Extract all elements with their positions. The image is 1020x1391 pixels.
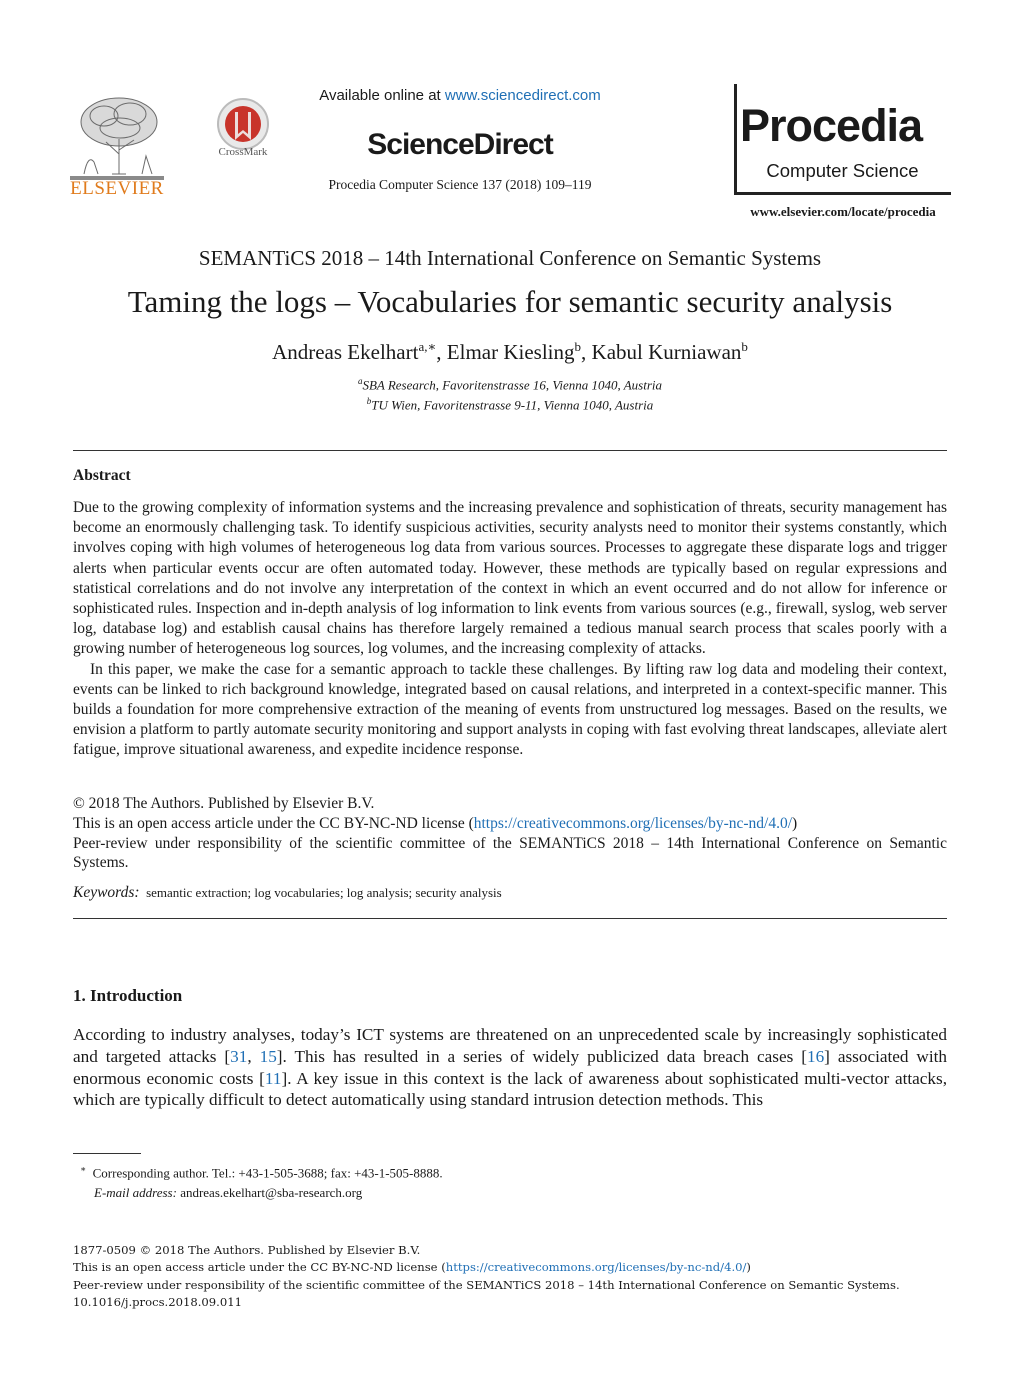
email-label: E-mail address:	[94, 1184, 177, 1200]
introduction-paragraph	[73, 1024, 947, 1111]
abstract-paragraph: In this paper, we make the case for a semantic approach to tackle these challenges. By lifting raw log data and modeling their context, events can be linked to rich background knowledge, integrated based on causal relations, and interpreted in a context-specific manner. This builds a foundation for more comprehensive extraction of the meaning of events from unstructured log messages. Based on the results, we envision a platform to partly automate security monitoring and support analysts in coping with fast evolving threat landscapes, alleviate alert fatigue, improve situational awareness, and expedite incidence response.	[73, 660, 947, 759]
peer-review-line: Peer-review under responsibility of the scientific committee of the SEMANTiCS 2018 – 14th International Conference on Semantic Systems.	[73, 834, 947, 872]
citation-link[interactable]: 31	[230, 1046, 248, 1066]
journal-reference: Procedia Computer Science 137 (2018) 109–119	[328, 177, 592, 192]
intro-text: ] associated with enormous economic costs [	[73, 1046, 947, 1088]
author-name: Kabul Kurniawan	[591, 340, 742, 364]
footer-license-prefix: This is an open access article under the CC BY-NC-ND license (	[73, 1260, 446, 1275]
procedia-logo-title: Procedia	[740, 100, 923, 151]
affiliation-text: TU Wien, Favoritenstrasse 9-11, Vienna 1040, Austria	[371, 397, 654, 413]
author-affiliation-mark: b	[741, 339, 748, 354]
footer-issn: 1877-0509 © 2018 The Authors. Published by Elsevier B.V.	[73, 1243, 421, 1257]
author-affiliation-mark: b	[574, 339, 582, 354]
license-prefix: This is an open access article under the CC BY-NC-ND license (	[73, 814, 474, 832]
conference-name: SEMANTiCS 2018 – 14th International Conference on Semantic Systems	[198, 246, 822, 270]
author-list	[0, 339, 1020, 365]
abstract-heading: Abstract	[73, 467, 131, 484]
abstract-paragraph: Due to the growing complexity of information systems and the increasing prevalence and sophistication of threats, security management has become an enormously challenging task. To identify suspicious activities, security analysts need to monitor their systems constantly, which involves coping with high volumes of heterogeneous log data from various sources. Processes to aggregate these disparate logs and trigger alerts when particular events occur are often automated today. However, these methods are typically based on regular expressions and statistical correlations and do not involve any interpretation of the context in which an event occurred and do not allow for inference or sophisticated rules. Inspection and in-depth analysis of log information to link events from various sources (e.g., firewall, syslog, web server log, database log) and establish causal chains has therefore largely remained a tedious manual search process that scales poorly with a growing number of heterogeneous log sources, log volumes, and the increasing complexity of attacks.	[73, 499, 947, 658]
footer-license-link[interactable]: https://creativecommons.org/licenses/by-nc-nd/4.0/	[445, 1260, 747, 1275]
keywords-label: Keywords:	[73, 884, 140, 901]
email-address[interactable]: andreas.ekelhart@sba-research.org	[180, 1184, 363, 1200]
intro-text: ]. This has resulted in a series of widely publicized data breach cases [	[276, 1046, 807, 1066]
intro-text: According to industry analyses, today’s ICT systems are threatened on an unprecedented scale by increasingly sophisticated and targeted attacks [	[73, 1025, 947, 1066]
elsevier-wordmark: ELSEVIER	[70, 178, 164, 199]
procedia-url[interactable]: www.elsevier.com/locate/procedia	[750, 204, 936, 219]
abstract-body	[73, 498, 947, 761]
copyright-line: © 2018 The Authors. Published by Elsevier B.V.	[73, 795, 375, 812]
paper-title: Taming the logs – Vocabularies for semantic security analysis	[127, 284, 893, 319]
author-separator: ,	[436, 340, 447, 364]
footer-license	[73, 1259, 963, 1276]
citation-link[interactable]: 16	[806, 1046, 825, 1066]
page-footer	[73, 1242, 963, 1311]
sciencedirect-logo: ScienceDirect	[367, 128, 553, 161]
crossmark-label: CrossMark	[218, 146, 268, 158]
available-online	[290, 87, 630, 104]
affiliation-b	[0, 396, 1020, 413]
footnote-mark: ∗	[80, 1164, 87, 1174]
corresponding-text: Corresponding author. Tel.: +43-1-505-3688; fax: +43-1-505-8888.	[92, 1165, 443, 1181]
author-affiliation-mark: a,∗	[418, 339, 437, 354]
footer-license-suffix: )	[746, 1260, 751, 1275]
author-name: Andreas Ekelhart	[272, 340, 419, 364]
intro-text: ,	[247, 1046, 260, 1066]
footnote	[80, 1160, 940, 1202]
affiliation-a	[0, 376, 1020, 393]
affiliation-text: SBA Research, Favoritenstrasse 16, Vienna 1040, Austria	[362, 377, 663, 393]
license-suffix: )	[792, 814, 798, 832]
affiliation-mark: a	[357, 376, 363, 386]
author-name: Elmar Kiesling	[446, 340, 575, 364]
footer-doi[interactable]: 10.1016/j.procs.2018.09.011	[73, 1294, 242, 1309]
license-line	[73, 814, 947, 834]
keywords-text: semantic extraction; log vocabularies; log analysis; security analysis	[146, 885, 502, 900]
sciencedirect-link[interactable]: www.sciencedirect.com	[444, 87, 601, 104]
footer-peer-review: Peer-review under responsibility of the scientific committee of the SEMANTiCS 2018 – 14th International Conference on Semantic Systems.	[73, 1277, 900, 1292]
divider-top	[73, 450, 947, 451]
corresponding-author	[80, 1160, 940, 1183]
author-separator: ,	[581, 340, 592, 364]
affiliation-mark: b	[366, 396, 372, 406]
license-link[interactable]: https://creativecommons.org/licenses/by-nc-nd/4.0/	[473, 814, 793, 832]
intro-text: ]. A key issue in this context is the lack of awareness about sophisticated multi-vector attacks, which are typically difficult to detect automatically using standard intrusion detection methods. This	[73, 1068, 947, 1110]
keywords	[73, 884, 947, 902]
email-line	[80, 1183, 940, 1203]
citation-link[interactable]: 15	[259, 1046, 277, 1066]
procedia-logo-subtitle: Computer Science	[766, 160, 919, 181]
section-heading: 1. Introduction	[73, 986, 183, 1005]
citation-link[interactable]: 11	[264, 1068, 282, 1088]
copyright-block	[73, 794, 947, 873]
divider-bottom	[73, 918, 947, 919]
footnote-divider	[73, 1153, 141, 1154]
available-prefix: Available online at	[319, 87, 445, 104]
